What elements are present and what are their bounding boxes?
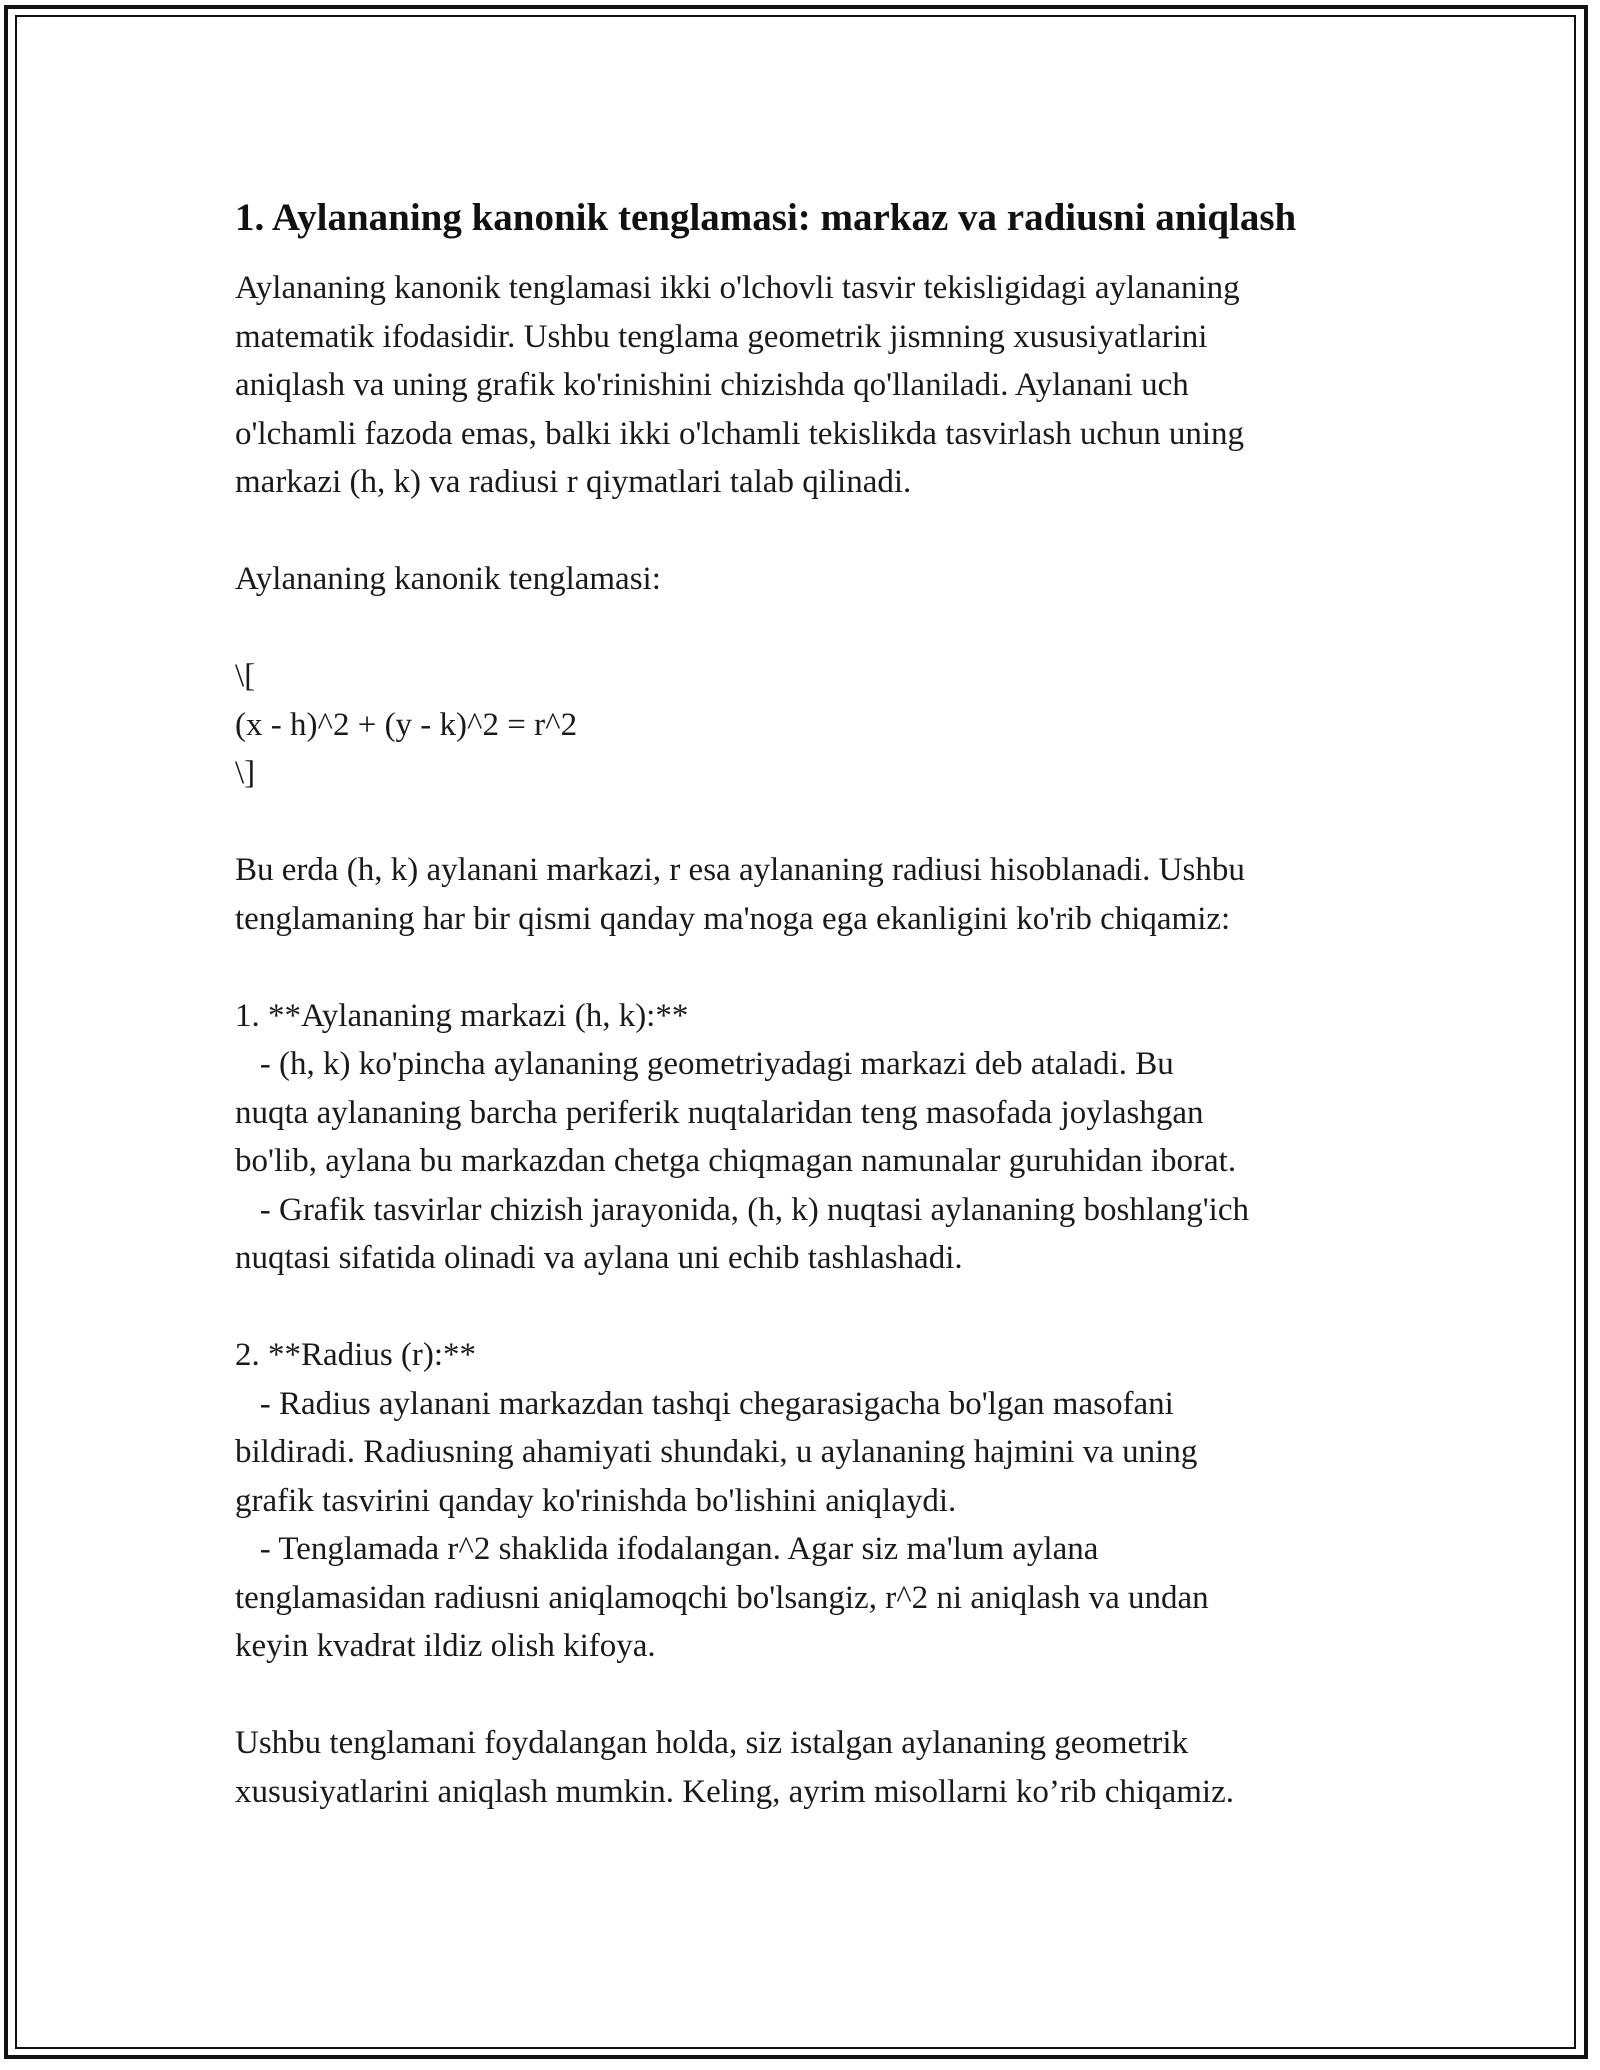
list-item-heading: 2. **Radius (r):** bbox=[235, 1337, 477, 1373]
equation-label: Aylananing kanonik tenglamasi: bbox=[235, 561, 661, 597]
intro-paragraph: Aylananing kanonik tenglamasi ikki o'lchovli tasvir tekisligidagi aylananing matematik ifodasidir. Ushbu tenglama geometrik jismning xususiyatlarini aniqlash va uning grafik ko'rinishini chizishda qo'llaniladi. Aylanani uch o'lchamli fazoda emas, balki ikki o'lchamli tekislikda tasvirlash uchun uning markazi (h, k) va radiusi r qiymatlari talab qilinadi. bbox=[235, 270, 1244, 500]
equation-close: \] bbox=[235, 755, 256, 791]
equation: (x - h)^2 + (y - k)^2 = r^2 bbox=[235, 706, 578, 743]
spacer bbox=[235, 943, 1415, 992]
spacer bbox=[235, 604, 1415, 653]
document-body bbox=[235, 190, 1415, 1816]
section-title: 1. Aylananing kanonik tenglamasi: markaz va radiusni aniqlash bbox=[235, 196, 1297, 239]
list-item-bullet: - (h, k) ko'pincha aylananing geometriyadagi markazi deb ataladi. Bu nuqta aylananing barcha periferik nuqtalaridan teng masofada joylashgan bo'lib, aylana bu markazdan chetga chiqmagan namunalar guruhidan iborat. bbox=[235, 1046, 1237, 1179]
list-item-heading: 1. **Aylananing markazi (h, k):** bbox=[235, 997, 689, 1034]
spacer bbox=[235, 1283, 1415, 1332]
list-item-bullet: - Radius aylanani markazdan tashqi chegarasigacha bo'lgan masofani bildiradi. Radiusning ahamiyati shundaki, u aylananing hajmini va uning grafik tasvirini qanday ko'rinishda bo'lishini aniqlaydi. bbox=[235, 1385, 1198, 1519]
explanation-paragraph: Bu erda (h, k) aylanani markazi, r esa aylananing radiusi hisoblanadi. Ushbu tenglamaning har bir qismi qanday ma'noga ega ekanligini ko'rib chiqamiz: bbox=[235, 852, 1245, 937]
list-item-bullet: - Tenglamada r^2 shaklida ifodalangan. Agar siz ma'lum aylana tenglamasidan radiusni aniqlamoqchi bo'lsangiz, r^2 ni aniqlash va undan keyin kvadrat ildiz olish kifoya. bbox=[235, 1531, 1209, 1664]
equation-open: \[ bbox=[235, 658, 256, 694]
spacer bbox=[235, 1671, 1415, 1720]
spacer bbox=[235, 798, 1415, 847]
conclusion-paragraph: Ushbu tenglamani foydalangan holda, siz istalgan aylananing geometrik xususiyatlarini aniqlash mumkin. Keling, ayrim misollarni ko’rib chiqamiz. bbox=[235, 1725, 1234, 1810]
list-item-bullet: - Grafik tasvirlar chizish jarayonida, (h, k) nuqtasi aylananing boshlang'ich nuqtasi sifatida olinadi va aylana uni echib tashlashadi. bbox=[235, 1191, 1249, 1276]
spacer bbox=[235, 507, 1415, 556]
